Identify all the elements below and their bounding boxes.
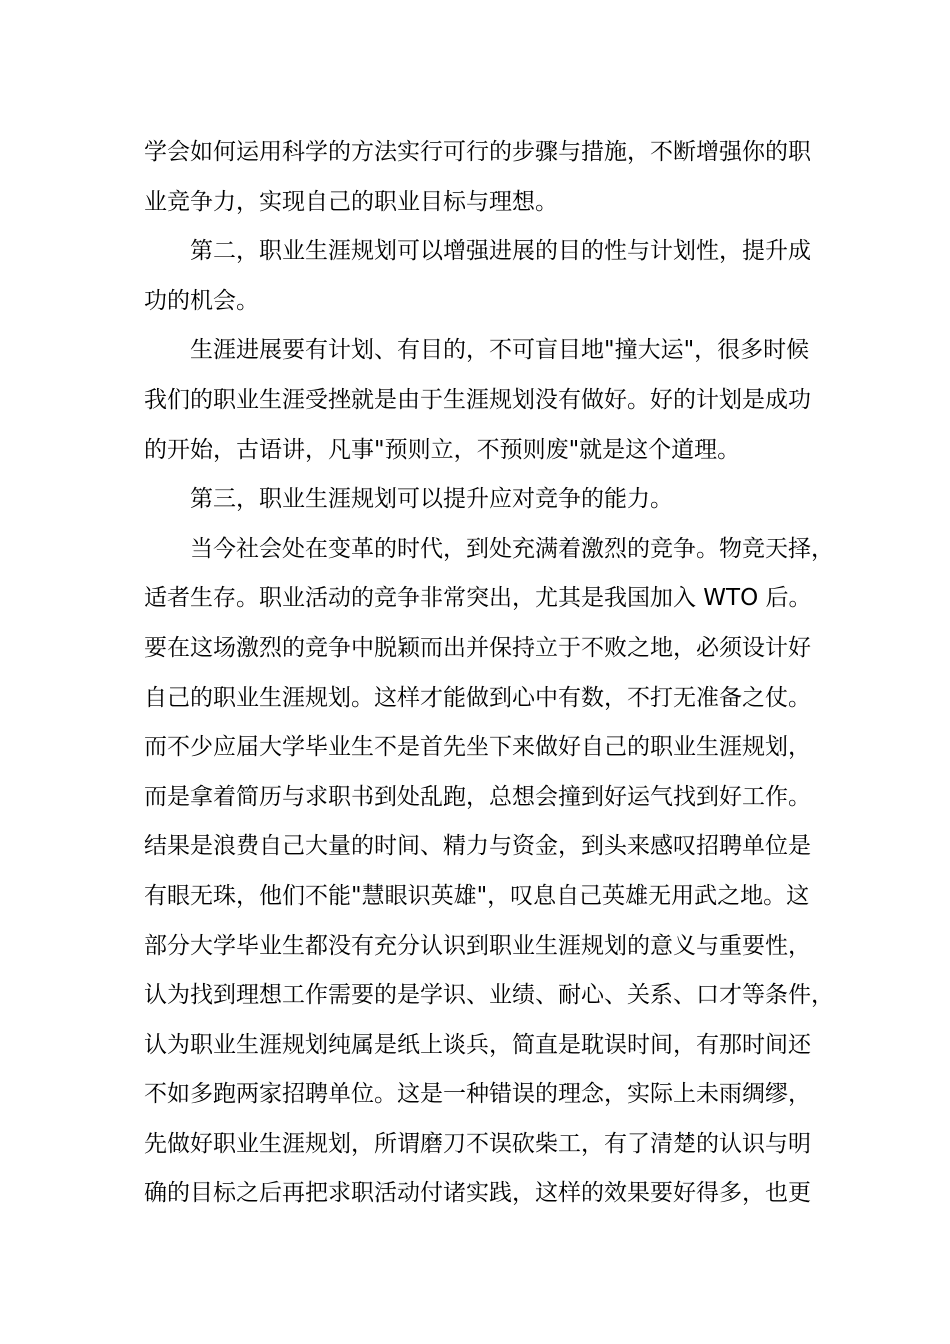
- body-text: [144, 128, 834, 1219]
- section-heading-second: 第二，职业生涯规划可以增强进展的目的性与计划性，提升成: [190, 238, 811, 265]
- text-line: 认为职业生涯规划纯属是纸上谈兵，简直是耽误时间，有那时间还: [144, 1031, 811, 1058]
- text-line: 有眼无珠，他们不能"慧眼识英雄"，叹息自己英雄无用武之地。这: [144, 882, 810, 909]
- text-line: 要在这场激烈的竞争中脱颖而出并保持立于不败之地，必须设计好: [144, 634, 811, 661]
- section-heading-third: 第三，职业生涯规划可以提升应对竞争的能力。: [190, 486, 673, 513]
- text-line: 功的机会。: [144, 287, 259, 314]
- text-line: 学会如何运用科学的方法实行可行的步骤与措施，不断增强你的职: [144, 139, 811, 165]
- text-line: 适者生存。职业活动的竞争非常突出，尤其是我国加入 WTO 后。: [144, 585, 812, 612]
- text-line: 认为找到理想工作需要的是学识、业绩、耐心、关系、口才等条件，: [144, 982, 834, 1009]
- text-line: 业竞争力，实现自己的职业目标与理想。: [144, 188, 558, 215]
- text-line: 部分大学毕业生都没有充分认识到职业生涯规划的意义与重要性，: [144, 932, 811, 959]
- text-line: 结果是浪费自己大量的时间、精力与资金，到头来感叹招聘单位是: [144, 833, 811, 860]
- text-line: 而是拿着简历与求职书到处乱跑，总想会撞到好运气找到好工作。: [144, 783, 811, 810]
- text-line: 的开始，古语讲，凡事"预则立，不预则废"就是这个道理。: [144, 436, 741, 463]
- text-line: 我们的职业生涯受挫就是由于生涯规划没有做好。好的计划是成功: [144, 386, 811, 413]
- text-line: 确的目标之后再把求职活动付诸实践，这样的效果要好得多，也更: [144, 1180, 811, 1207]
- text-line: 当今社会处在变革的时代，到处充满着激烈的竞争。物竞天择，: [190, 535, 834, 562]
- text-line: 生涯进展要有计划、有目的，不可盲目地"撞大运"，很多时候: [190, 337, 810, 364]
- text-line: 先做好职业生涯规划，所谓磨刀不误砍柴工，有了清楚的认识与明: [144, 1130, 811, 1157]
- text-line: 自己的职业生涯规划。这样才能做到心中有数，不打无准备之仗。: [144, 684, 811, 711]
- text-line: 而不少应届大学毕业生不是首先坐下来做好自己的职业生涯规划，: [144, 734, 811, 761]
- text-line: 不如多跑两家招聘单位。这是一种错误的理念，实际上未雨绸缪，: [144, 1081, 811, 1108]
